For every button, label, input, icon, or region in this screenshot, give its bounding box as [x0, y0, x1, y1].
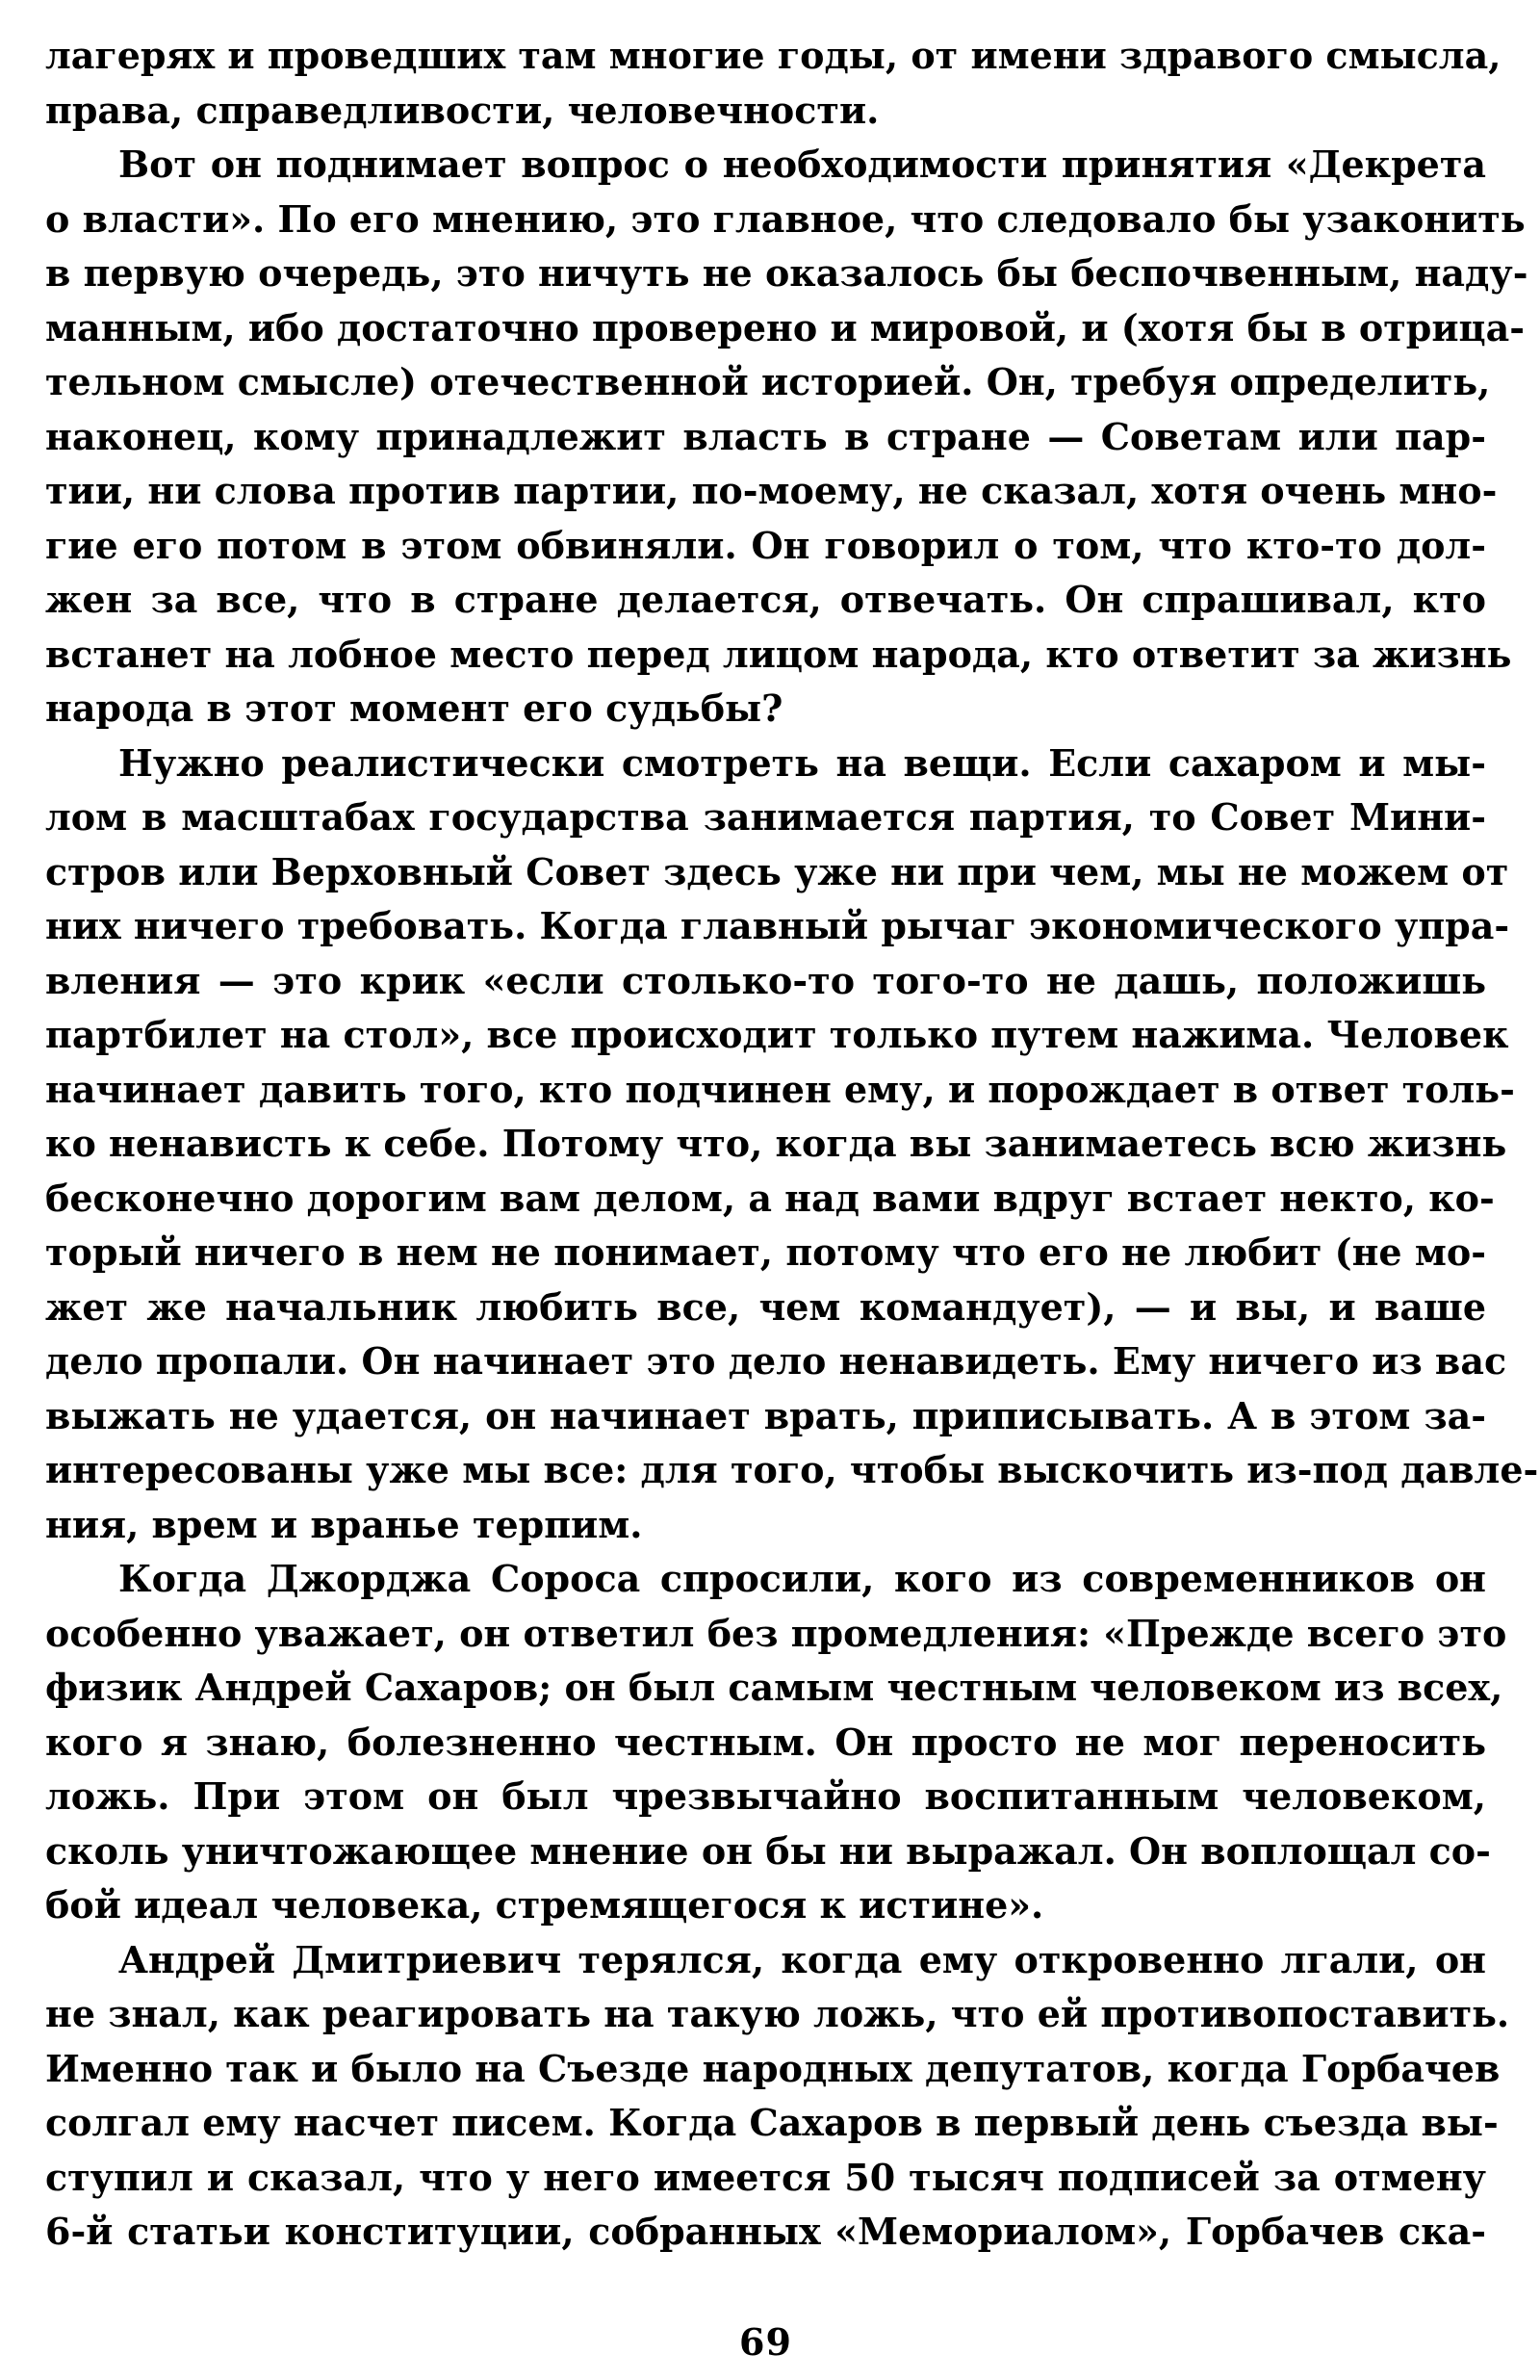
text-line: ко ненависть к себе. Потому что, когда вы занимаетесь всю жизнь: [45, 1122, 1507, 1165]
text-line: о власти». По его мнению, это главное, что следовало бы узаконить: [45, 196, 1526, 241]
text-line: вления — это крик «если столько-то того-то не дашь, положишь: [45, 958, 1486, 1002]
text-line: народа в этот момент его судьбы?: [45, 686, 783, 730]
text-line: Вот он поднимает вопрос о необходимости принятия «Декрета: [118, 142, 1486, 186]
page-number: 69: [739, 2319, 792, 2364]
text-line: жет же начальник любить все, чем командует), — и вы, и ваше: [45, 1284, 1486, 1329]
text-line: начинает давить того, кто подчинен ему, и порождает в ответ толь-: [45, 1067, 1515, 1111]
text-line: ступил и сказал, что у него имеется 50 тысяч подписей за отмену: [45, 2155, 1486, 2199]
text-line: 6-й статьи конституции, собранных «Мемориалом», Горбачев ска-: [45, 2210, 1486, 2253]
text-line: не знал, как реагировать на такую ложь, что ей противопоставить.: [45, 1992, 1510, 2035]
text-line: Нужно реалистически смотреть на вещи. Если сахаром и мы-: [118, 740, 1486, 785]
text-line: лом в масштабах государства занимается партия, то Совет Мини-: [45, 795, 1486, 839]
text-line: них ничего требовать. Когда главный рычаг экономического упра-: [45, 904, 1510, 947]
text-line: сколь уничтожающее мнение он бы ни выражал. Он воплощал со-: [45, 1828, 1491, 1873]
text-line: торый ничего в нем не понимает, потому что его не любит (не мо-: [45, 1230, 1486, 1274]
text-line: кого я знаю, болезненно честным. Он просто не мог переносить: [45, 1720, 1486, 1764]
text-line: бесконечно дорогим вам делом, а над вами вдруг встает некто, ко-: [45, 1176, 1495, 1220]
text-line: тельном смысле) отечественной историей. Он, требуя определить,: [45, 360, 1491, 403]
text-line: манным, ибо достаточно проверено и мировой, и (хотя бы в отрица-: [45, 305, 1526, 349]
text-line: дело пропали. Он начинает это дело ненавидеть. Ему ничего из вас: [45, 1339, 1507, 1383]
text-line: солгал ему насчет писем. Когда Сахаров в первый день съезда вы-: [45, 2101, 1499, 2144]
text-line: наконец, кому принадлежит власть в стране — Советам или пар-: [45, 414, 1486, 458]
text-line: особенно уважает, он ответил без промедления: «Прежде всего это: [45, 1611, 1507, 1655]
text-line: тии, ни слова против партии, по-моему, не сказал, хотя очень мно-: [45, 469, 1498, 512]
text-line: встанет на лобное место перед лицом народа, кто ответит за жизнь: [45, 632, 1512, 676]
text-line: ложь. При этом он был чрезвычайно воспитанным человеком,: [45, 1774, 1486, 1818]
text-line: бой идеал человека, стремящегося к истине».: [45, 1883, 1044, 1927]
text-line: физик Андрей Сахаров; он был самым честным человеком из всех,: [45, 1666, 1503, 1709]
text-line: Когда Джорджа Сороса спросили, кого из современников он: [118, 1557, 1486, 1600]
text-line: жен за все, что в стране делается, отвечать. Он спрашивал, кто: [45, 578, 1486, 621]
text-line: стров или Верховный Совет здесь уже ни при чем, мы не можем от: [45, 849, 1509, 893]
text-line: в первую очередь, это ничуть не оказалось бы беспочвенным, наду-: [45, 251, 1528, 295]
text-line: Именно так и было на Съезде народных депутатов, когда Горбачев: [45, 2046, 1501, 2090]
text-line: лагерях и проведших там многие годы, от имени здравого смысла,: [45, 34, 1502, 77]
page-text: [45, 29, 1539, 2260]
text-line: гие его потом в этом обвиняли. Он говорил о том, что кто-то дол-: [45, 523, 1486, 567]
text-line: партбилет на стол», все происходит только путем нажима. Человек: [45, 1013, 1509, 1056]
text-line: Андрей Дмитриевич терялся, когда ему откровенно лгали, он: [118, 1937, 1486, 1981]
text-line: права, справедливости, человечности.: [45, 88, 880, 132]
text-line: ния, врем и вранье терпим.: [45, 1502, 643, 1546]
text-line: выжать не удается, он начинает врать, приписывать. А в этом за-: [45, 1393, 1486, 1437]
text-line: интересованы уже мы все: для того, чтобы выскочить из-под давле-: [45, 1448, 1539, 1491]
